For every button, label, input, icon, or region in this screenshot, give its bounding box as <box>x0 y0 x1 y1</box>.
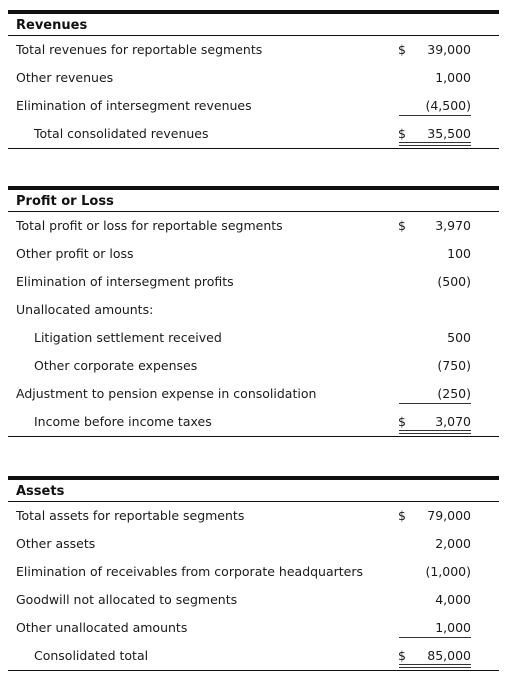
row-value: 4,000 <box>435 592 471 607</box>
table-row <box>8 324 499 352</box>
profit-or-loss-header: Profit or Loss <box>8 186 499 212</box>
row-label: Other profit or loss <box>16 246 134 261</box>
row-label: Unallocated amounts: <box>16 302 154 317</box>
table-row <box>8 240 499 268</box>
row-label: Goodwill not allocated to segments <box>16 592 238 607</box>
total-double-underline <box>399 664 471 665</box>
row-label: Other unallocated amounts <box>16 620 188 635</box>
assets-section <box>8 476 499 671</box>
table-row <box>8 558 499 586</box>
subtotal-underline <box>399 637 471 638</box>
table-row <box>8 614 499 642</box>
row-value: 3,070 <box>435 414 471 429</box>
row-label: Consolidated total <box>34 648 149 663</box>
total-double-underline <box>399 142 471 143</box>
total-double-underline <box>399 433 471 434</box>
row-value: 79,000 <box>427 508 471 523</box>
table-row <box>8 268 499 296</box>
profit-or-loss-section <box>8 186 499 437</box>
table-row <box>8 36 499 64</box>
profit-or-loss-rows <box>8 212 499 437</box>
row-label: Other revenues <box>16 70 114 85</box>
subtotal-underline <box>399 403 471 404</box>
table-row <box>8 352 499 380</box>
row-value: 3,970 <box>435 218 471 233</box>
table-row <box>8 296 499 324</box>
table-row <box>8 380 499 408</box>
row-value: (250) <box>437 386 471 401</box>
table-row <box>8 212 499 240</box>
row-value: 1,000 <box>435 70 471 85</box>
table-row <box>8 586 499 614</box>
total-double-underline <box>399 145 471 146</box>
row-value: (4,500) <box>425 98 471 113</box>
dollar-sign: $ <box>398 648 406 663</box>
table-row <box>8 502 499 530</box>
row-value: (1,000) <box>425 564 471 579</box>
dollar-sign: $ <box>398 414 406 429</box>
row-label: Litigation settlement received <box>34 330 222 345</box>
table-row <box>8 530 499 558</box>
revenues-rows <box>8 36 499 149</box>
subtotal-underline <box>399 115 471 116</box>
assets-header: Assets <box>8 476 499 502</box>
total-double-underline <box>399 430 471 431</box>
row-value: 85,000 <box>427 648 471 663</box>
table-row <box>8 92 499 120</box>
row-value: 1,000 <box>435 620 471 635</box>
row-label: Other assets <box>16 536 96 551</box>
row-label: Total revenues for reportable segments <box>16 42 263 57</box>
row-value: 39,000 <box>427 42 471 57</box>
revenues-section <box>8 10 499 149</box>
row-label: Other corporate expenses <box>34 358 198 373</box>
row-value: (750) <box>437 358 471 373</box>
dollar-sign: $ <box>398 218 406 233</box>
dollar-sign: $ <box>398 42 406 57</box>
row-value: 2,000 <box>435 536 471 551</box>
row-value: 100 <box>447 246 471 261</box>
row-label: Adjustment to pension expense in consolidation <box>16 386 317 401</box>
row-value: 500 <box>447 330 471 345</box>
revenues-header: Revenues <box>8 10 499 36</box>
table-row-total <box>8 408 499 436</box>
row-value: 35,500 <box>427 126 471 141</box>
table-row-total <box>8 120 499 148</box>
dollar-sign: $ <box>398 508 406 523</box>
row-label: Total assets for reportable segments <box>16 508 245 523</box>
table-row-total <box>8 642 499 670</box>
assets-rows <box>8 502 499 671</box>
row-label: Elimination of intersegment profits <box>16 274 234 289</box>
row-label: Total consolidated revenues <box>34 126 209 141</box>
row-label: Elimination of intersegment revenues <box>16 98 252 113</box>
row-label: Elimination of receivables from corporate headquarters <box>16 564 364 579</box>
row-value: (500) <box>437 274 471 289</box>
row-label: Income before income taxes <box>34 414 212 429</box>
total-double-underline <box>399 667 471 668</box>
dollar-sign: $ <box>398 126 406 141</box>
row-label: Total profit or loss for reportable segments <box>16 218 283 233</box>
table-row <box>8 64 499 92</box>
